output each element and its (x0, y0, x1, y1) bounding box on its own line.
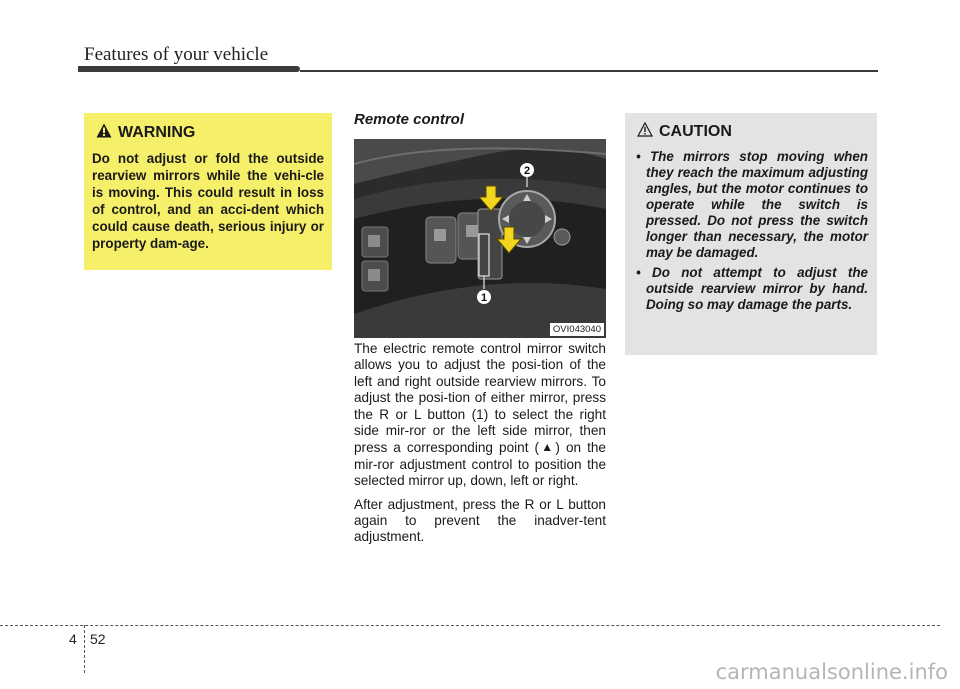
caution-list (633, 149, 868, 313)
caution-item: • Do not attempt to adjust the outside rearview mirror by hand. Doing so may damage the parts. (636, 265, 868, 312)
warning-title: WARNING (118, 124, 196, 141)
page-number: 52 (90, 631, 106, 647)
page-header-title: Features of your vehicle (84, 44, 269, 65)
caution-item: • The mirrors stop moving when they reach the maximum adjusting angles, but the motor continues to operate while the switch is pressed. Do not press the switch longer than necessary, the motor may be damaged. (636, 149, 868, 260)
callout-1-label: 1 (480, 292, 488, 304)
caution-triangle-icon (637, 122, 653, 142)
watermark: carmanualsonline.info (715, 660, 948, 684)
caution-box (625, 113, 877, 355)
callout-2-label: 2 (523, 165, 531, 177)
header-rule-thin (300, 70, 878, 72)
warning-header (96, 123, 324, 143)
remote-paragraph-2: After adjustment, press the R or L button again to prevent the inadver-tent adjustment. (354, 496, 606, 545)
up-triangle-icon: ▲ (539, 440, 556, 455)
footer-vertical-divider (84, 625, 85, 673)
section-heading: Remote control (354, 111, 465, 128)
remote-paragraph-1: The electric remote control mirror switch allows you to adjust the posi-tion of the left and right outside rearview mirrors. To adjust the posi-tion of either mirror, press the R or L button (1) to select the right side mir-ror or the left side mirror, then press a corresponding point (▲) on the mir-ror adjustment control to position the selected mirror up, down, left or right. (354, 341, 606, 489)
caution-title: CAUTION (659, 123, 732, 140)
remote-control-description (354, 341, 606, 553)
footer-divider (0, 625, 940, 626)
mirror-switch-photo (354, 139, 606, 338)
header-rule-thick (78, 66, 300, 72)
image-code-label: OVI043040 (550, 323, 604, 336)
caution-header (637, 122, 868, 142)
warning-box (84, 113, 332, 270)
warning-triangle-icon (96, 123, 112, 143)
page-section-number: 4 (69, 631, 77, 647)
warning-text: Do not adjust or fold the outside rearview mirrors while the vehi-cle is moving. This could result in loss of control, and an acci-dent which could cause death, serious injury or property dam-age. (92, 151, 324, 251)
